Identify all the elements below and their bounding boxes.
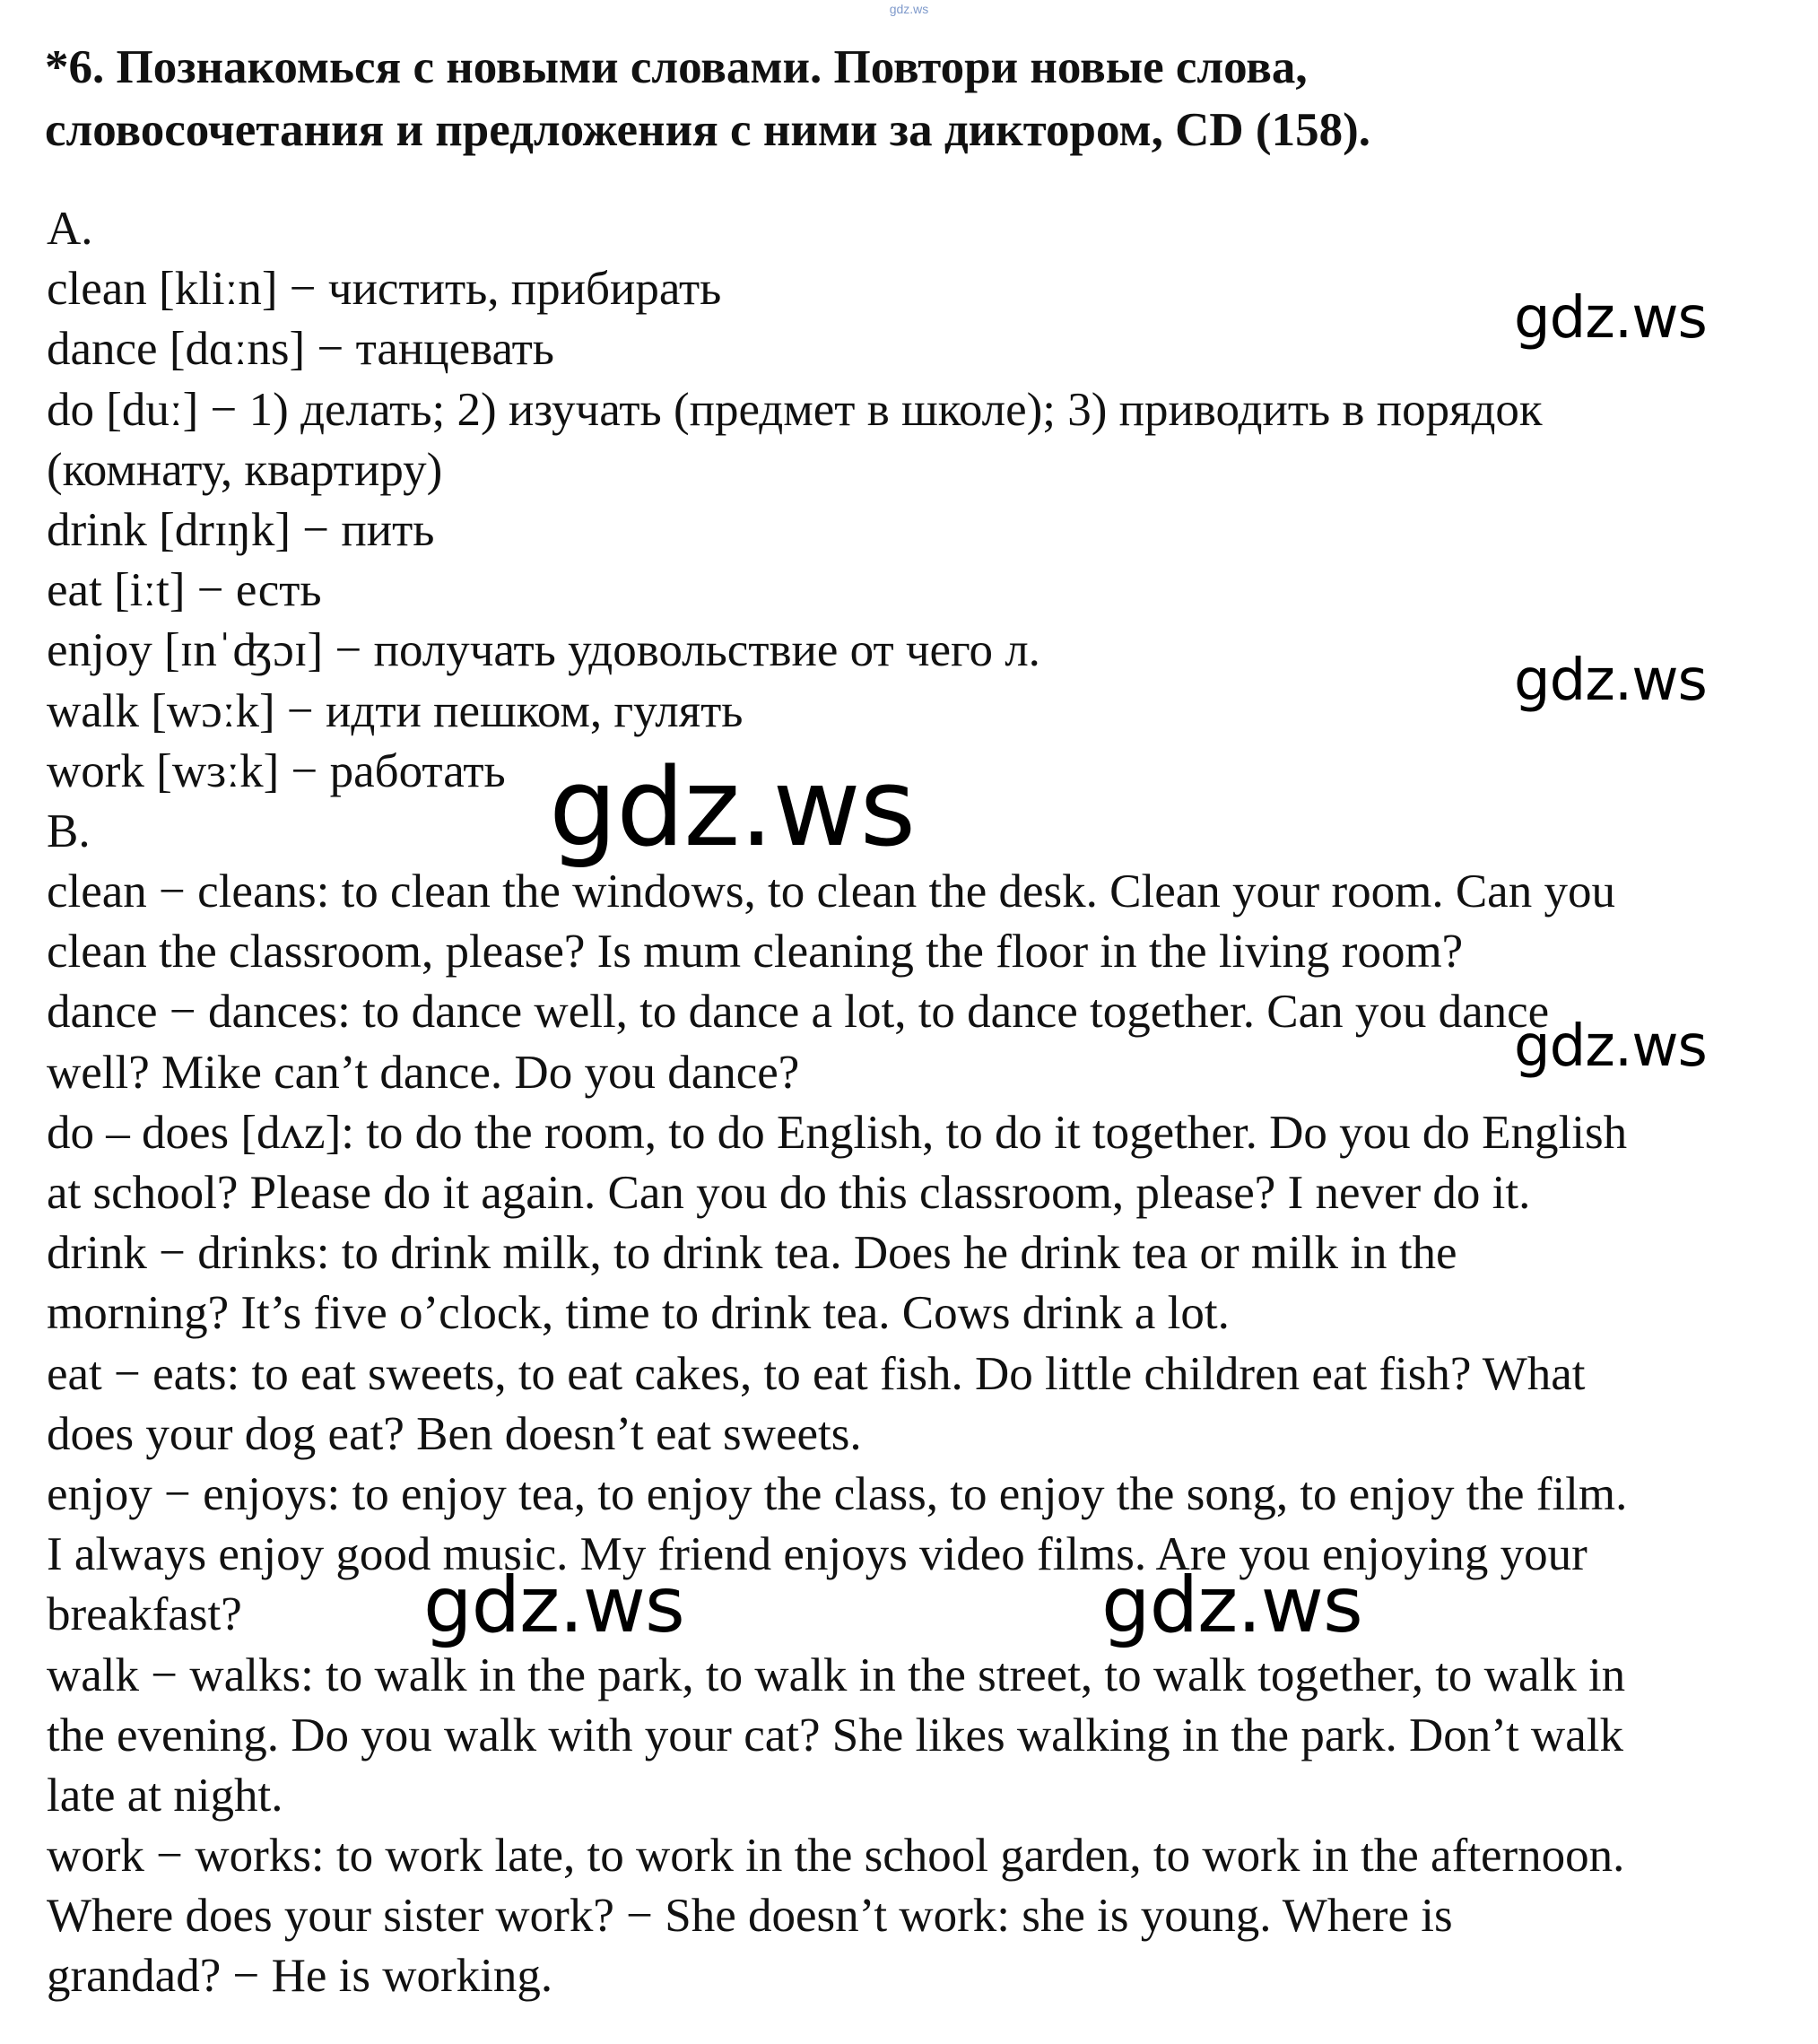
example-line: grandad? − He is working. (47, 1950, 553, 2003)
example-line: well? Mike can’t dance. Do you dance? (47, 1046, 800, 1099)
example-line: eat − eats: to eat sweets, to eat cakes, to eat fish. Do little children eat fish? What (47, 1347, 1586, 1400)
example-line: does your dog eat? Ben doesn’t eat sweets. (47, 1407, 862, 1460)
vocab-work: work [wɜːk] − работать (47, 744, 506, 797)
exercise-body (47, 199, 1805, 2007)
watermark: gdz.ws (1514, 1013, 1707, 1080)
vocab-enjoy: enjoy [ɪnˈʤɔɪ] − получать удовольствие от чего л. (47, 624, 1040, 677)
vocab-do-continued: (комнату, квартиру) (47, 443, 443, 496)
vocab-drink: drink [drɪŋk] − пить (47, 503, 435, 556)
example-line: Where does your sister work? − She doesn’t work: she is young. Where is (47, 1890, 1453, 1943)
vocab-walk: walk [wɔːk] − идти пешком, гулять (47, 684, 744, 737)
watermark: gdz.ws (1101, 1561, 1362, 1650)
example-line: morning? It’s five o’clock, time to drink tea. Cows drink a lot. (47, 1287, 1230, 1340)
watermark: gdz.ws (1514, 285, 1707, 352)
section-a-label: A. (47, 203, 93, 255)
vocab-dance: dance [dɑːns] − танцевать (47, 323, 554, 376)
example-line: dance − dances: to dance well, to dance a lot, to dance together. Can you dance (47, 986, 1550, 1039)
example-line: late at night. (47, 1769, 283, 1822)
example-line: walk − walks: to walk in the park, to walk in the street, to walk together, to walk in (47, 1648, 1626, 1701)
watermark: gdz.ws (423, 1561, 684, 1650)
example-line: the evening. Do you walk with your cat? She likes walking in the park. Don’t walk (47, 1709, 1623, 1761)
watermark: gdz.ws (549, 746, 916, 871)
title-line: словосочетания и предложения с ними за диктором, CD (158). (45, 104, 1370, 156)
example-line: enjoy − enjoys: to enjoy tea, to enjoy the class, to enjoy the song, to enjoy the film. (47, 1467, 1628, 1520)
example-line: work − works: to work late, to work in the school garden, to work in the afternoon. (47, 1830, 1625, 1883)
example-line: at school? Please do it again. Can you do this classroom, please? I never do it. (47, 1167, 1531, 1219)
watermark: gdz.ws (1514, 648, 1707, 714)
example-line: drink − drinks: to drink milk, to drink tea. Does he drink tea or milk in the (47, 1227, 1457, 1280)
header-watermark: gdz.ws (889, 2, 929, 16)
example-line: clean − cleans: to clean the windows, to clean the desk. Clean your room. Can you (47, 865, 1615, 918)
vocab-do: do [duː] − 1) делать; 2) изучать (предмет в школе); 3) приводить в порядок (47, 383, 1543, 436)
title-line: *6. Познакомься с новыми словами. Повтори новые слова, (45, 41, 1308, 93)
example-line: I always enjoy good music. My friend enjoys video films. Are you enjoying your (47, 1528, 1587, 1581)
section-b-label: B. (47, 805, 91, 857)
vocab-eat: eat [iːt] − есть (47, 564, 322, 617)
example-line: breakfast? (47, 1588, 242, 1641)
example-line: do – does [dʌz]: to do the room, to do English, to do it together. Do you do English (47, 1106, 1628, 1159)
example-line: clean the classroom, please? Is mum cleaning the floor in the living room? (47, 926, 1464, 979)
exercise-title (45, 36, 1749, 161)
vocab-clean: clean [kliːn] − чистить, прибирать (47, 263, 722, 316)
